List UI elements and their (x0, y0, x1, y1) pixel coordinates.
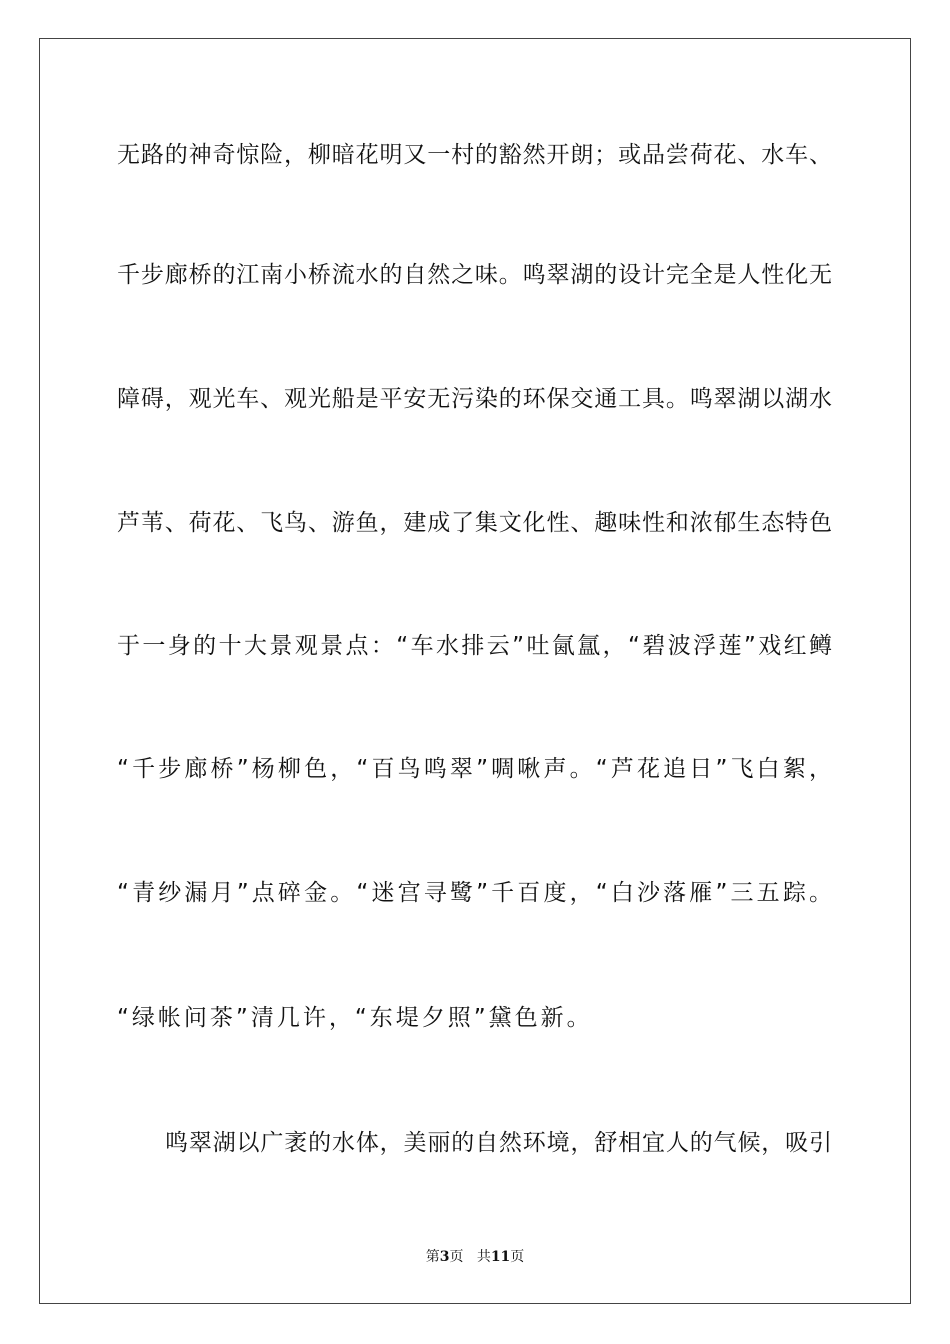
paragraph-first-line: 鸣翠湖以广袤的水体，美丽的自然环境，舒相宜人的气候，吸引 (165, 1130, 832, 1156)
page-number: 3 (439, 1249, 450, 1265)
text-line: 芦苇、荷花、飞鸟、游鱼，建成了集文化性、趣味性和浓郁生态特色 (117, 510, 832, 536)
page-border (39, 38, 911, 1304)
total-prefix: 共 (476, 1249, 491, 1265)
total-suffix: 页 (510, 1249, 525, 1265)
text-line: 于一身的十大景观景点：“车水排云”吐氤氲，“碧波浮莲”戏红鳟 (117, 633, 832, 659)
text-line: 千步廊桥的江南小桥流水的自然之味。鸣翠湖的设计完全是人性化无 (117, 262, 832, 288)
total-pages: 11 (490, 1249, 511, 1265)
text-line: “千步廊桥”杨柳色，“百鸟鸣翠”啁啾声。“芦花追日”飞白絮， (117, 756, 832, 782)
text-line: “青纱漏月”点碎金。“迷宫寻鹭”千百度，“白沙落雁”三五踪。 (117, 880, 832, 906)
text-line: 无路的神奇惊险，柳暗花明又一村的豁然开朗；或品尝荷花、水车、 (117, 142, 832, 168)
text-line: “绿帐问茶”清几许，“东堤夕照”黛色新。 (117, 1005, 593, 1031)
page-footer (0, 1248, 950, 1266)
page-prefix: 第 (425, 1249, 440, 1265)
text-line: 障碍，观光车、观光船是平安无污染的环保交通工具。鸣翠湖以湖水 (117, 386, 832, 412)
page-suffix: 页 (449, 1249, 464, 1265)
